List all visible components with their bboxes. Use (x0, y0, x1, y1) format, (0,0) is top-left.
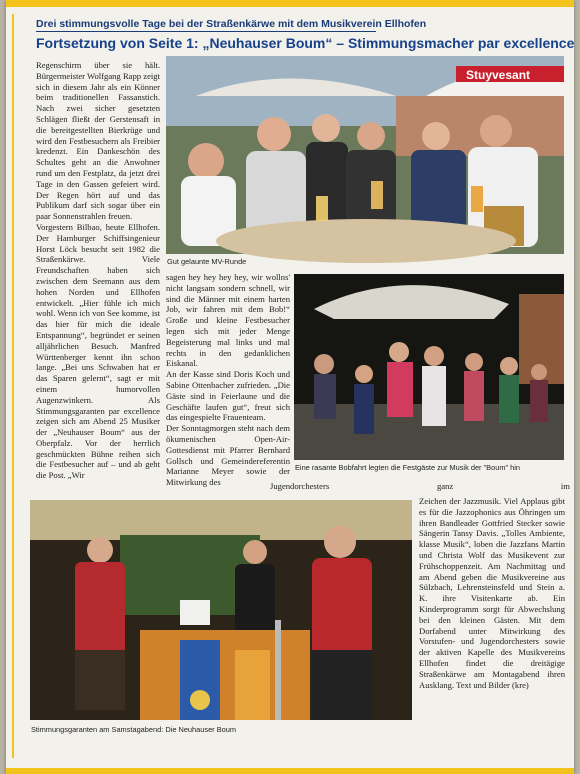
left-color-rule (12, 14, 14, 758)
article-column-3 (419, 496, 565, 744)
caption-photo-1: Gut gelaunte MV-Runde (167, 257, 247, 266)
photo-dancing-crowd (294, 274, 564, 460)
bottom-color-bar (6, 768, 574, 774)
caption-photo-2: Eine rasante Bobfahrt legten die Festgäste zur Musik der "Boum" hin (295, 463, 521, 472)
kicker-underline (36, 31, 376, 32)
strip-word: im (560, 481, 570, 491)
caption-photo-3: Stimmungsgaranten am Samstagabend: Die Neuhauser Boum (31, 725, 236, 734)
strip-word: Jugendorchesters (270, 481, 330, 491)
photo-group-at-table (166, 56, 564, 254)
paragraph: Der Sonntagmorgen steht nach dem ökumenischen Open-Air-Gottesdienst mit Pfarrer Bernhard Gollsch und Gemeindereferentin Marianne Meyer sowie der Mitwirkung des (166, 423, 290, 488)
kicker-line: Drei stimmungsvolle Tage bei der Straßenkärwe mit dem Musikverein Ellhofen (36, 18, 427, 30)
strip-word: ganz (436, 481, 454, 491)
article-column-1 (36, 60, 160, 500)
top-color-bar (6, 0, 574, 7)
newspaper-page (6, 0, 574, 774)
paragraph: An der Kasse sind Doris Koch und Sabine Ottenbacher zufrieden. „Die Gäste sind in Feierlaune und die Geschäfte laufen gut“, freut sich das eingespielte Frauenteam. (166, 369, 290, 423)
paragraph: sagen hey hey hey hey, wir wollns' nicht langsam sondern schnell, wir sind die Männer mit einem harten Job, wir fahren mit dem Bob!“ Große und kleine Festbesucher legen sich mit jeder Menge Begeisterung mal links und mal rechts in den gedanklichen Eiskanal. (166, 272, 290, 369)
paragraph: Vorgestern Bilbao, heute Ellhofen. Der Hamburger Schiffsingenieur Horst Löck besucht seit 1982 die Straßenkärwe. Viele Freundschaften haben sich zwischen dem Seemann aus dem hohen Norden und Ellhofen entwickelt. „Hier fühle ich mich wohl. Wenn ich von See komme, ist das hier für mich die ideale Entspannung“, begründet er seinen alljährlichen Besuch. Manfred Württenberger kennt ihn schon lange. „Bei uns Schwaben hat er das Sparen gelernt“, sagt er mit einem humorvollen Augenzwinkern. Als Stimmungsgaranten par excellence zeigen sich am Abend 25 Musiker der „Neuhauser Boum“ aus der Oberpfalz. Vor der herrlich geschmückten Bühne reihen sich die Festbesucher auf – und ab geht die Post. „Wir (36, 221, 160, 481)
article-column-2 (166, 272, 290, 488)
paragraph: Zeichen der Jazzmusik. Viel Applaus gibt es für die Jazzophonics aus Öhringen um ihren Bandleader Gottfried Stecker sowie Sängerin Tansy Davis. „Tolles Ambiente, klasse Musik“, loben die Jazzfans Martin und Christa Wolf das Musikevent zur Frühschoppenzeit. Am Nachmittag und am Abend geben die Musikvereine aus Sülzbach, Lehrensteinsfeld und Stein a. K. ihre Visitenkarte ab. Ein Kinderprogramm sorgt für Abwechslung bei den kleinen Gästen. Mit dem Dorfabend unter Mitwirkung des Vorstufen- und Jugendorchesters sowie der aktiven Kapelle des Musikvereins Ellhofen findet die dreitägige Straßenkärwe am Montagabend ihren Ausklang. Text und Bilder (kre) (419, 496, 565, 690)
continuation-line (270, 481, 570, 491)
umbrella-brand-text: Stuyvesant (466, 68, 531, 82)
headline: Fortsetzung von Seite 1: „Neuhauser Boum“ – Stimmungsmacher par excellence (36, 35, 575, 51)
photo-band-on-stage (30, 500, 412, 720)
paragraph: Regenschirm über sie hält. Bürgermeister Wolfgang Rapp zeigt sich in diesem Jahr als ein Könner beim traditionellen Fassanstich. Nach zwei sicher gesetzten Schlägen fließt der Gerstensaft in die bereitgestellten Bierkrüge und wird den Festbesuchern als Freibier kredenzt. Ein Dankeschön des Schultes geht an die Anwohner rund um den Festplatz, da jetzt drei Tage in den Gassen gefeiert wird. Der Regen hört auf und das Publikum darf sich sogar über ein paar Sonnenstrahlen freuen. (36, 60, 160, 222)
